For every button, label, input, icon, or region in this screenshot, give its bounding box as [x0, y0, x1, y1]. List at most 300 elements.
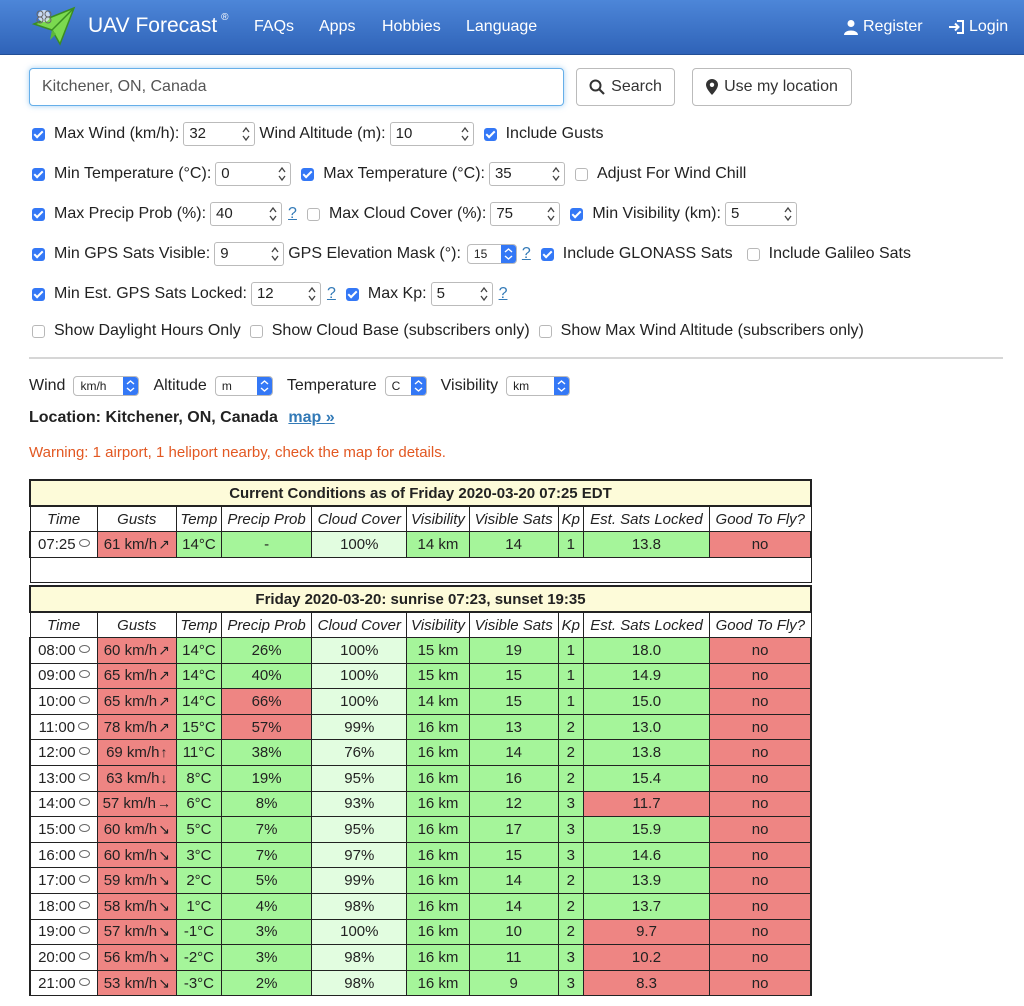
- gust-value: 60 km/h: [103, 821, 158, 839]
- cell-fly: no: [710, 842, 811, 868]
- cell-vis: 16 km: [407, 740, 469, 766]
- gust-value: 57 km/h: [103, 923, 158, 941]
- min-sats-locked-checkbox[interactable]: [32, 288, 45, 301]
- map-marker-icon: [706, 79, 718, 95]
- wind-direction-arrow-icon: ↑: [160, 744, 168, 761]
- cell-locked: 11.7: [583, 791, 709, 817]
- table-row: [30, 740, 811, 766]
- cell-vis: 14 km: [407, 689, 469, 715]
- wind-altitude-value: 10: [395, 125, 413, 142]
- column-header-temp: Temp: [176, 506, 221, 532]
- galileo-checkbox[interactable]: [747, 248, 760, 261]
- filter-row-display: [32, 318, 864, 344]
- time-value: 10:00: [38, 693, 76, 711]
- column-header-vis: Visibility: [407, 506, 469, 532]
- time-value: 17:00: [38, 872, 76, 890]
- min-temp-checkbox[interactable]: [32, 168, 45, 181]
- gust-value: 60 km/h: [103, 846, 158, 864]
- cell-time: [30, 817, 97, 843]
- cell-temp: 1°C: [176, 894, 221, 920]
- column-header-time: Time: [30, 506, 97, 532]
- brand-text: UAV Forecast: [88, 14, 218, 37]
- column-header-vis: Visibility: [407, 612, 469, 638]
- daylight-only-checkbox[interactable]: [32, 325, 45, 338]
- cloud-icon: [79, 747, 90, 755]
- table-row: [30, 970, 811, 996]
- navbar: [0, 0, 1024, 55]
- cell-gusts: [97, 970, 176, 996]
- unit-selectors: [29, 374, 584, 398]
- register-link[interactable]: [843, 18, 923, 36]
- table-row: [30, 638, 811, 664]
- cell-time: [30, 842, 97, 868]
- cell-precip: 3%: [221, 919, 311, 945]
- cell-fly: no: [710, 817, 811, 843]
- table-row: [30, 714, 811, 740]
- cell-gusts: [97, 791, 176, 817]
- column-header-temp: Temp: [176, 612, 221, 638]
- cell-fly: no: [710, 714, 811, 740]
- table-row: [30, 766, 811, 792]
- wind-direction-arrow-icon: ↗: [158, 641, 170, 658]
- cell-temp: 14°C: [176, 689, 221, 715]
- cell-kp: 3: [558, 945, 583, 971]
- time-value: 11:00: [38, 718, 76, 736]
- cell-locked: 13.9: [583, 868, 709, 894]
- max-wind-label: Max Wind (km/h):: [54, 125, 180, 142]
- cell-kp: 1: [558, 689, 583, 715]
- cell-vis: 16 km: [407, 894, 469, 920]
- daylight-only-label: Show Daylight Hours Only: [54, 322, 241, 339]
- cell-time: [30, 868, 97, 894]
- precip-help-link[interactable]: ?: [288, 205, 297, 222]
- time-value: 08:00: [38, 641, 76, 659]
- cell-cloud: 98%: [312, 970, 407, 996]
- select-arrow-icon: [501, 245, 516, 263]
- cell-temp: 11°C: [176, 740, 221, 766]
- gust-value: 65 km/h: [103, 667, 158, 685]
- cell-locked: 13.0: [583, 714, 709, 740]
- time-value: 09:00: [38, 667, 76, 685]
- cell-kp: 2: [558, 919, 583, 945]
- select-arrow-icon: [554, 377, 569, 395]
- map-link[interactable]: map »: [288, 409, 335, 426]
- cloud-icon: [79, 824, 90, 832]
- time-value: 07:25: [38, 535, 76, 553]
- nav-language[interactable]: Language: [466, 18, 538, 35]
- cell-sats: 14: [469, 868, 558, 894]
- wind-chill-label: Adjust For Wind Chill: [596, 165, 747, 182]
- max-cloud-label: Max Cloud Cover (%):: [328, 205, 487, 222]
- cell-time: [30, 945, 97, 971]
- cloud-icon: [79, 978, 90, 986]
- cell-sats: 14: [469, 532, 558, 558]
- time-value: 19:00: [38, 923, 76, 941]
- cell-vis: 16 km: [407, 766, 469, 792]
- cell-locked: 15.9: [583, 817, 709, 843]
- spinner-icon: [480, 286, 488, 302]
- max-precip-label: Max Precip Prob (%):: [54, 205, 207, 222]
- max-cloud-input[interactable]: [490, 202, 560, 226]
- paper-plane-drone-icon[interactable]: [30, 4, 78, 50]
- cell-gusts: [97, 894, 176, 920]
- filter-row-precip: [32, 201, 801, 227]
- max-kp-checkbox[interactable]: [346, 288, 359, 301]
- nav-faqs[interactable]: FAQs: [254, 18, 295, 35]
- wind-direction-arrow-icon: ↘: [158, 872, 170, 889]
- cloud-icon: [79, 539, 90, 547]
- login-link[interactable]: [948, 18, 1008, 36]
- gps-elevation-mask-value: 15: [473, 247, 488, 261]
- cell-cloud: 100%: [312, 689, 407, 715]
- visibility-unit-value: km: [513, 379, 530, 393]
- visibility-unit-label: Visibility: [440, 377, 499, 394]
- cell-fly: no: [710, 868, 811, 894]
- cell-vis: 14 km: [407, 532, 469, 558]
- column-header-cloud: Cloud Cover: [312, 612, 407, 638]
- spinner-icon: [547, 206, 555, 222]
- cell-gusts: [97, 532, 176, 558]
- cloud-icon: [79, 901, 90, 909]
- cell-cloud: 100%: [312, 532, 407, 558]
- column-header-precip: Precip Prob: [221, 612, 311, 638]
- column-header-time: Time: [30, 612, 97, 638]
- cell-cloud: 100%: [312, 919, 407, 945]
- current-conditions-title: Current Conditions as of Friday 2020-03-20 07:25 EDT: [30, 480, 811, 506]
- filter-row-wind: [32, 121, 603, 147]
- cell-precip: 19%: [221, 766, 311, 792]
- cell-gusts: [97, 817, 176, 843]
- cell-sats: 10: [469, 919, 558, 945]
- nav-apps[interactable]: Apps: [319, 18, 356, 35]
- filter-row-locked: [32, 281, 517, 307]
- wind-unit-select[interactable]: [73, 376, 139, 396]
- wind-direction-arrow-icon: ↓: [160, 769, 168, 786]
- cell-precip: 8%: [221, 791, 311, 817]
- min-visibility-input[interactable]: [725, 202, 797, 226]
- min-visibility-label: Min Visibility (km):: [592, 205, 721, 222]
- wind-direction-arrow-icon: ↗: [158, 693, 170, 710]
- cell-locked: 14.9: [583, 663, 709, 689]
- min-visibility-checkbox[interactable]: [570, 208, 583, 221]
- cell-vis: 16 km: [407, 919, 469, 945]
- max-cloud-checkbox[interactable]: [307, 208, 320, 221]
- cell-fly: no: [710, 919, 811, 945]
- table-row: [30, 817, 811, 843]
- cell-locked: 13.8: [583, 532, 709, 558]
- table-row: [30, 945, 811, 971]
- cell-precip: -: [221, 532, 311, 558]
- cell-sats: 11: [469, 945, 558, 971]
- cell-vis: 16 km: [407, 842, 469, 868]
- max-temp-input[interactable]: [489, 162, 565, 186]
- cell-time: [30, 766, 97, 792]
- cell-precip: 57%: [221, 714, 311, 740]
- spinner-icon: [278, 166, 286, 182]
- spinner-icon: [308, 286, 316, 302]
- gust-value: 58 km/h: [103, 897, 158, 915]
- cell-sats: 15: [469, 842, 558, 868]
- cell-precip: 3%: [221, 945, 311, 971]
- cell-locked: 10.2: [583, 945, 709, 971]
- altitude-unit-select[interactable]: [215, 376, 273, 396]
- cell-sats: 19: [469, 638, 558, 664]
- temperature-unit-select[interactable]: [385, 376, 427, 396]
- time-value: 12:00: [38, 744, 76, 762]
- gust-value: 60 km/h: [103, 641, 158, 659]
- cell-cloud: 100%: [312, 663, 407, 689]
- time-value: 14:00: [38, 795, 76, 813]
- spinner-icon: [461, 126, 469, 142]
- gps-elevation-mask-label: GPS Elevation Mask (°):: [288, 245, 461, 262]
- cell-gusts: [97, 766, 176, 792]
- max-wind-value: 32: [189, 125, 207, 142]
- cell-sats: 9: [469, 970, 558, 996]
- cell-temp: 6°C: [176, 791, 221, 817]
- column-header-fly: Good To Fly?: [710, 612, 811, 638]
- wind-direction-arrow-icon: ↘: [158, 897, 170, 914]
- cell-precip: 2%: [221, 970, 311, 996]
- wind-altitude-input[interactable]: [390, 122, 474, 146]
- select-arrow-icon: [123, 377, 138, 395]
- cell-cloud: 99%: [312, 868, 407, 894]
- min-gps-visible-checkbox[interactable]: [32, 248, 45, 261]
- cell-cloud: 100%: [312, 638, 407, 664]
- cell-vis: 15 km: [407, 638, 469, 664]
- cell-fly: no: [710, 638, 811, 664]
- cell-kp: 3: [558, 842, 583, 868]
- spinner-icon: [242, 126, 250, 142]
- max-kp-label: Max Kp:: [367, 285, 427, 302]
- cell-gusts: [97, 714, 176, 740]
- cell-cloud: 76%: [312, 740, 407, 766]
- table-row: [30, 842, 811, 868]
- cell-vis: 16 km: [407, 817, 469, 843]
- min-temp-label: Min Temperature (°C):: [54, 165, 212, 182]
- max-temp-value: 35: [494, 165, 512, 182]
- min-gps-visible-label: Min GPS Sats Visible:: [54, 245, 211, 262]
- cell-locked: 13.8: [583, 740, 709, 766]
- min-sats-locked-input[interactable]: [251, 282, 321, 306]
- cell-cloud: 97%: [312, 842, 407, 868]
- cloud-icon: [79, 952, 90, 960]
- cell-cloud: 95%: [312, 817, 407, 843]
- table-header-row: [30, 506, 811, 532]
- wind-unit-value: km/h: [80, 379, 107, 393]
- cell-vis: 15 km: [407, 663, 469, 689]
- table-row: [30, 663, 811, 689]
- cell-time: [30, 689, 97, 715]
- cell-cloud: 98%: [312, 945, 407, 971]
- cell-sats: 12: [469, 791, 558, 817]
- cloud-icon: [79, 645, 90, 653]
- gps-elevation-mask-select[interactable]: [467, 244, 517, 264]
- gust-value: 57 km/h: [102, 795, 156, 813]
- column-header-precip: Precip Prob: [221, 506, 311, 532]
- login-icon: [948, 19, 965, 35]
- max-wind-input[interactable]: [183, 122, 255, 146]
- cell-kp: 2: [558, 740, 583, 766]
- column-header-fly: Good To Fly?: [710, 506, 811, 532]
- spinner-icon: [552, 166, 560, 182]
- cloud-icon: [79, 798, 90, 806]
- nav-hobbies[interactable]: Hobbies: [382, 18, 441, 35]
- table-row: [30, 532, 811, 558]
- cell-fly: no: [710, 970, 811, 996]
- include-gusts-checkbox[interactable]: [484, 128, 497, 141]
- spinner-icon: [271, 246, 279, 262]
- column-header-kp: Kp: [558, 612, 583, 638]
- wind-direction-arrow-icon: ↗: [158, 535, 170, 552]
- column-header-locked: Est. Sats Locked: [583, 506, 709, 532]
- max-precip-value: 40: [216, 205, 233, 222]
- column-header-gusts: Gusts: [97, 612, 176, 638]
- use-my-location-label: Use my location: [724, 78, 838, 95]
- column-header-cloud: Cloud Cover: [312, 506, 407, 532]
- cell-vis: 16 km: [407, 945, 469, 971]
- column-header-sats: Visible Sats: [469, 506, 558, 532]
- cell-time: [30, 919, 97, 945]
- altitude-unit-value: m: [221, 379, 232, 393]
- wind-chill-checkbox[interactable]: [575, 168, 588, 181]
- search-button-label: Search: [611, 78, 662, 95]
- column-header-kp: Kp: [558, 506, 583, 532]
- kp-help-link[interactable]: ?: [498, 285, 508, 302]
- cloud-icon: [79, 850, 90, 858]
- min-visibility-value: 5: [730, 205, 740, 222]
- cloud-base-label: Show Cloud Base (subscribers only): [271, 322, 530, 339]
- select-arrow-icon: [257, 377, 272, 395]
- visibility-unit-select[interactable]: [506, 376, 570, 396]
- cell-fly: no: [710, 740, 811, 766]
- cell-temp: 15°C: [176, 714, 221, 740]
- cell-temp: 2°C: [176, 868, 221, 894]
- use-my-location-button[interactable]: [692, 68, 852, 106]
- registered-mark: ®: [221, 12, 229, 23]
- user-icon: [843, 19, 859, 35]
- cell-gusts: [97, 663, 176, 689]
- gust-value: 69 km/h: [106, 744, 160, 762]
- cell-temp: 14°C: [176, 532, 221, 558]
- cell-precip: 4%: [221, 894, 311, 920]
- location-search-input[interactable]: [29, 68, 564, 106]
- cell-precip: 40%: [221, 663, 311, 689]
- temperature-unit-label: Temperature: [286, 377, 377, 394]
- cell-kp: 3: [558, 817, 583, 843]
- gust-value: 59 km/h: [103, 872, 158, 890]
- table-row: [30, 791, 811, 817]
- glonass-checkbox[interactable]: [541, 248, 554, 261]
- table-spacer-row: [30, 557, 811, 583]
- cell-locked: 13.7: [583, 894, 709, 920]
- cell-gusts: [97, 842, 176, 868]
- column-header-locked: Est. Sats Locked: [583, 612, 709, 638]
- cloud-icon: [78, 722, 89, 730]
- gust-value: 56 km/h: [103, 949, 158, 967]
- cloud-icon: [79, 875, 90, 883]
- table-row: [30, 689, 811, 715]
- wind-direction-arrow-icon: →: [156, 795, 171, 812]
- register-label: Register: [863, 18, 923, 35]
- cell-kp: 2: [558, 714, 583, 740]
- brand-name[interactable]: [88, 14, 229, 38]
- current-conditions-table: [29, 479, 812, 583]
- cell-sats: 15: [469, 689, 558, 715]
- sats-locked-help-link[interactable]: ?: [326, 285, 336, 302]
- max-wind-checkbox[interactable]: [32, 128, 45, 141]
- gps-mask-help-link[interactable]: ?: [521, 245, 531, 262]
- cell-sats: 13: [469, 714, 558, 740]
- glonass-label: Include GLONASS Sats: [562, 245, 733, 262]
- max-kp-value: 5: [436, 285, 445, 302]
- min-gps-visible-input[interactable]: [214, 242, 284, 266]
- cell-cloud: 95%: [312, 766, 407, 792]
- cell-time: [30, 970, 97, 996]
- cell-sats: 14: [469, 894, 558, 920]
- location-line: [29, 409, 335, 427]
- spinner-icon: [784, 206, 792, 222]
- cell-sats: 16: [469, 766, 558, 792]
- cell-precip: 7%: [221, 817, 311, 843]
- gust-value: 65 km/h: [103, 693, 158, 711]
- min-gps-visible-value: 9: [220, 245, 229, 262]
- cell-precip: 5%: [221, 868, 311, 894]
- section-divider: [29, 357, 1003, 359]
- day-forecast-title: Friday 2020-03-20: sunrise 07:23, sunset 19:35: [30, 586, 811, 612]
- cell-time: [30, 663, 97, 689]
- search-button[interactable]: [576, 68, 675, 106]
- login-label: Login: [969, 18, 1009, 35]
- cell-fly: no: [710, 766, 811, 792]
- table-header-row: [30, 612, 811, 638]
- cell-time: [30, 638, 97, 664]
- max-kp-input[interactable]: [431, 282, 493, 306]
- filter-row-temperature: [32, 161, 746, 187]
- cell-sats: 17: [469, 817, 558, 843]
- max-precip-checkbox[interactable]: [32, 208, 45, 221]
- include-gusts-label: Include Gusts: [505, 125, 604, 142]
- cloud-icon: [79, 696, 90, 704]
- gust-value: 78 km/h: [103, 718, 158, 736]
- min-temp-input[interactable]: [215, 162, 291, 186]
- cell-time: [30, 791, 97, 817]
- max-wind-altitude-checkbox[interactable]: [539, 325, 552, 338]
- max-temp-label: Max Temperature (°C):: [323, 165, 485, 182]
- max-temp-checkbox[interactable]: [301, 168, 314, 181]
- cell-gusts: [97, 638, 176, 664]
- airport-warning: Warning: 1 airport, 1 heliport nearby, check the map for details.: [29, 444, 446, 461]
- cell-kp: 3: [558, 970, 583, 996]
- time-value: 16:00: [38, 846, 76, 864]
- cell-locked: 18.0: [583, 638, 709, 664]
- wind-direction-arrow-icon: ↘: [158, 846, 170, 863]
- time-value: 21:00: [38, 974, 76, 992]
- max-wind-altitude-label: Show Max Wind Altitude (subscribers only): [560, 322, 864, 339]
- cell-temp: 8°C: [176, 766, 221, 792]
- cell-cloud: 98%: [312, 894, 407, 920]
- cell-fly: no: [710, 663, 811, 689]
- cell-fly: no: [710, 945, 811, 971]
- wind-unit-label: Wind: [29, 377, 66, 394]
- cloud-base-checkbox[interactable]: [250, 325, 263, 338]
- cell-vis: 16 km: [407, 714, 469, 740]
- cell-temp: 5°C: [176, 817, 221, 843]
- max-precip-input[interactable]: [210, 202, 282, 226]
- spinner-icon: [269, 206, 277, 222]
- time-value: 18:00: [38, 897, 76, 915]
- wind-direction-arrow-icon: ↗: [158, 718, 170, 735]
- cell-vis: 16 km: [407, 791, 469, 817]
